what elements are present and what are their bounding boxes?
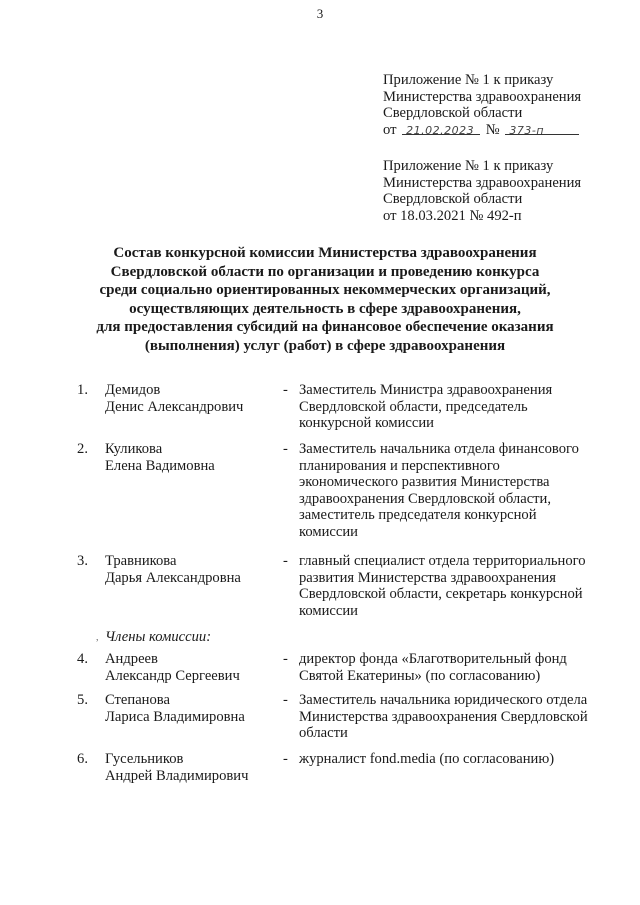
member-name bbox=[105, 553, 285, 586]
member-given-names: Елена Вадимовна bbox=[105, 457, 215, 474]
role-line: комиссии bbox=[299, 523, 358, 540]
member-name bbox=[105, 651, 285, 684]
member-role bbox=[299, 651, 604, 684]
appendix-current bbox=[383, 72, 581, 138]
member-surname: Степанова bbox=[105, 692, 170, 708]
separator-dash: - bbox=[283, 553, 288, 569]
date-field bbox=[402, 122, 480, 135]
role-line: заместитель председателя конкурсной bbox=[299, 507, 537, 523]
separator-dash: - bbox=[283, 382, 288, 398]
role-line: планирования и перспективного bbox=[299, 457, 500, 474]
member-name bbox=[105, 382, 285, 415]
appendix-previous-line-3: Свердловской области bbox=[383, 191, 523, 207]
member-surname: Травникова bbox=[105, 553, 177, 569]
separator-dash: - bbox=[283, 651, 288, 667]
role-line: комиссии bbox=[299, 602, 358, 619]
member-given-names: Денис Александрович bbox=[105, 398, 244, 415]
member-role bbox=[299, 382, 604, 432]
title-line: Состав конкурсной комиссии Министерства здравоохранения bbox=[113, 245, 537, 261]
role-line: Заместитель начальника отдела финансового bbox=[299, 441, 579, 457]
member-name bbox=[105, 751, 285, 784]
title-line: осуществляющих деятельность в сфере здравоохранения, bbox=[129, 300, 521, 317]
member-number: 5. bbox=[77, 692, 88, 708]
member-given-names: Андрей Владимирович bbox=[105, 767, 249, 784]
member-name bbox=[105, 692, 285, 725]
members-heading: Члены комиссии: bbox=[105, 629, 212, 645]
page-number: 3 bbox=[316, 6, 324, 21]
member-number: 2. bbox=[77, 441, 88, 457]
member-given-names: Лариса Владимировна bbox=[105, 708, 245, 725]
role-line: Святой Екатерины» (по согласованию) bbox=[299, 667, 541, 684]
number-field bbox=[505, 122, 579, 135]
appendix-previous bbox=[383, 158, 581, 224]
separator-dash: - bbox=[283, 692, 288, 708]
member-surname: Демидов bbox=[105, 382, 161, 398]
role-line: Заместитель Министра здравоохранения bbox=[299, 382, 553, 398]
appendix-previous-line-2: Министерства здравоохранения bbox=[383, 174, 582, 191]
appendix-previous-line-4: от 18.03.2021 № 492-п bbox=[383, 207, 522, 224]
role-line: Свердловской области, председатель bbox=[299, 398, 528, 415]
separator-dash: - bbox=[283, 441, 288, 457]
role-line: здравоохранения Свердловской области, bbox=[299, 490, 552, 507]
document-title bbox=[60, 244, 590, 356]
member-given-names: Александр Сергеевич bbox=[105, 667, 240, 684]
role-line: журналист fond.media (по согласованию) bbox=[299, 751, 555, 767]
role-line: конкурсной комиссии bbox=[299, 415, 434, 431]
member-number: 1. bbox=[77, 382, 88, 398]
member-number: 3. bbox=[77, 553, 88, 569]
title-line: среди социально ориентированных некоммерческих организаций, bbox=[99, 282, 551, 299]
role-line: Свердловской области, секретарь конкурсной bbox=[299, 586, 583, 602]
appendix-current-date-line bbox=[383, 122, 581, 139]
member-number: 4. bbox=[77, 651, 88, 667]
member-role bbox=[299, 692, 604, 742]
role-line: развития Министерства здравоохранения bbox=[299, 569, 556, 586]
member-given-names: Дарья Александровна bbox=[105, 569, 241, 586]
date-prefix: от bbox=[383, 121, 397, 138]
role-line: Министерства здравоохранения Свердловской bbox=[299, 708, 588, 725]
role-line: главный специалист отдела территориального bbox=[299, 553, 586, 569]
role-line: области bbox=[299, 725, 348, 741]
scan-mark: , bbox=[96, 632, 99, 643]
title-line: (выполнения) услуг (работ) в сфере здравоохранения bbox=[144, 337, 506, 354]
member-surname: Куликова bbox=[105, 441, 163, 457]
member-role bbox=[299, 553, 604, 619]
handwritten-date: 21.02.2023 bbox=[406, 123, 475, 137]
member-surname: Гусельников bbox=[105, 751, 184, 767]
separator-dash: - bbox=[283, 751, 288, 767]
appendix-current-line-3: Свердловской области bbox=[383, 105, 523, 121]
role-line: директор фонда «Благотворительный фонд bbox=[299, 651, 567, 667]
role-line: экономического развития Министерства bbox=[299, 474, 550, 490]
role-line: Заместитель начальника юридического отдела bbox=[299, 692, 588, 708]
title-line: для предоставления субсидий на финансовое обеспечение оказания bbox=[96, 319, 554, 336]
member-number: 6. bbox=[77, 751, 88, 767]
member-role bbox=[299, 441, 604, 540]
appendix-current-line-1: Приложение № 1 к приказу bbox=[383, 72, 554, 88]
member-name bbox=[105, 441, 285, 474]
member-surname: Андреев bbox=[105, 651, 158, 667]
member-role bbox=[299, 751, 604, 768]
appendix-current-line-2: Министерства здравоохранения bbox=[383, 88, 582, 105]
appendix-previous-line-1: Приложение № 1 к приказу bbox=[383, 158, 554, 174]
title-line: Свердловской области по организации и проведению конкурса bbox=[110, 263, 540, 280]
handwritten-number: 373-п bbox=[509, 123, 545, 137]
number-prefix: № bbox=[485, 121, 500, 138]
